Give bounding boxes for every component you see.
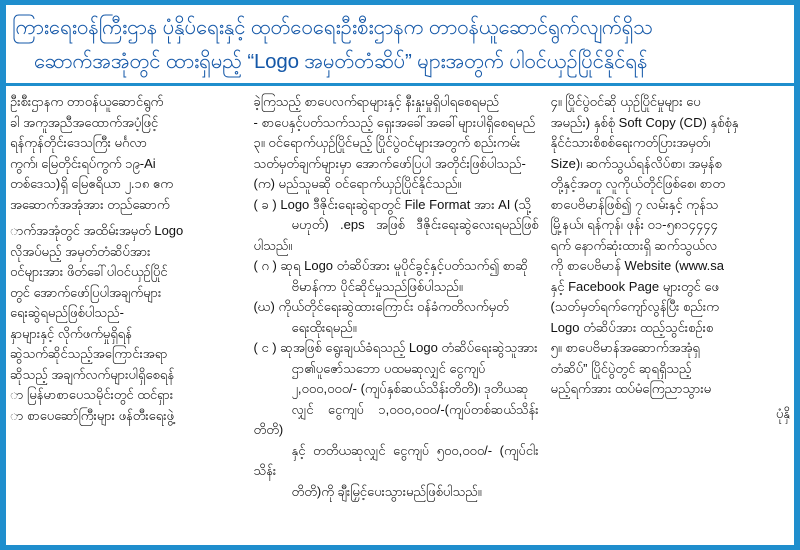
headline-line-2: ဆောက်အအုံတွင် ထားရှိမည့် “Logo အမှတ်တံဆိပ်” များအတွက် ပါဝင်ယှဉ်ပြိုင်နိုင်ရန်	[34, 50, 648, 73]
paragraph: သတ်မှတ်ချက်များမှာ အောက်ဖော်ပြပါ အတိုင်းဖြစ်ပါသည်-	[253, 155, 526, 171]
list-item-gha-cont: ရေးထိုးရမည်။	[291, 319, 357, 335]
list-item-kha: ( ခ ) Logo ဒီဇိုင်းရေးဆွဲရာတွင် File Format အား AI (သို့	[253, 196, 531, 212]
paragraph: နိုင်ငံသားစိစစ်ရေးကတ်ပြားအမှတ်၊	[550, 135, 711, 150]
signature-line: ပုံနှိ	[775, 405, 790, 421]
paragraph: ဦးစီးဌာနက တာဝန်ယူဆောင်ရွက်	[10, 94, 164, 109]
list-item-nga-cont2: ၂,၀၀၀,၀၀၀/- (ကျပ်နှစ်ဆယ်သိန်းတိတိ)၊ ဒုတိယဆု	[291, 381, 529, 396]
paragraph: ဝင်များအား ဖိတ်ခေါ်ပါဝင်ယှဉ်ပြိုင်	[10, 264, 168, 279]
paragraph: လိုအပ်မည့် အမှတ်တံဆိပ်အား	[10, 243, 151, 259]
paragraph: တစ်ဒေသ)ရှိ မြေဧရိယာ ၂.၁၈ ဧက	[10, 176, 173, 191]
paragraph: ၅။ စာပေဗိမာန်အဆောက်အအုံရှ	[550, 340, 700, 355]
list-item-gha: (ဃ) ကိုယ်တိုင်ရေးဆွဲထားကြောင်း ဝန်ခံကတိလက်မှတ်	[253, 299, 509, 314]
list-item-ka: (က) မည်သူမဆို ဝင်ရောက်ယှဉ်ပြိုင်နိုင်သည်။	[253, 176, 462, 191]
list-item-nga-cont5: တိတိ)ကို ချီးမြှင့်ပေးသွားမည်ဖြစ်ပါသည်။	[291, 483, 482, 499]
paragraph: ခဲ့ကြသည့် စာပေလက်ရာများနှင့် နီးနှုးမှုရှိပါရစေရမည်	[253, 94, 499, 109]
website-line: ကို စာပေဗိမာန် Website (www.sa	[550, 258, 724, 273]
paragraph: ၄။ ပြိုင်ပွဲဝင်ဆို ယှဉ်ပြိုင်မှုများ ပေ	[550, 94, 701, 109]
paragraph: တွင် အောက်ဖော်ပြပါအချက်များ	[10, 284, 162, 300]
paragraph: အဆောက်အအုံအား တည်ဆောက်	[10, 196, 170, 212]
paragraph: ရေးဆွဲရမည်ဖြစ်ပါသည်-	[10, 305, 124, 320]
paragraph: ရန်ကုန်တိုင်းဒေသကြီး မင်္ဂလာ	[10, 135, 147, 150]
paragraph: ၃။ ဝင်ရောက်ယှဉ်ပြိုင်မည့် ပြိုင်ပွဲဝင်များအတွက် စည်းကမ်း	[253, 135, 521, 150]
paragraph: Size)၊ ဆက်သွယ်ရန်လိပ်စာ၊ အမှန်စ	[550, 155, 722, 171]
column-center	[248, 92, 545, 516]
list-item-kha-cont: မဟုတ်) .eps အဖြစ် ဒီဇိုင်းရေးဆွဲလေးရမည်ဖြစ်ပါသည်။	[253, 217, 539, 253]
list-item-ga-cont: ဗိမာန်ကာ ပိုင်ဆိုင်မှုသည်ဖြစ်ပါသည်။	[291, 278, 463, 294]
paragraph: စာပေဗိမာန်ဖြစ်၍ ၇ လမ်းနှင့် ကုန်သ	[550, 196, 719, 212]
paragraph: ာက်အအုံတွင် အထိမ်းအမှတ် Logo	[10, 223, 184, 238]
paragraph: ာ စာပေဆော်ကြီးများ ဖန်တီးရေးဖွဲ့	[10, 407, 174, 423]
paragraph: တံဆိပ်” ပြိုင်ပွဲတွင် ဆုရရှိသည့်	[550, 360, 692, 376]
paragraph: ရက် နောက်ဆုံးထားရှိ ဆက်သွယ်လ	[550, 237, 718, 253]
paragraph: နှာများနှင့် လိုက်ဖက်မှုရှိရန်	[10, 325, 132, 341]
paragraph: ဆွဲသက်ဆိုင်သည့်အကြောင်းအရာ	[10, 346, 168, 361]
body-columns	[6, 86, 794, 516]
paragraph: - စာပေနှင့်ပတ်သက်သည့် ရှေးအခေါ်အခေါ်များပါရှိစေရမည်	[253, 114, 536, 130]
paragraph: အမည်း) နှစ်စုံ Soft Copy (CD) နှစ်စုံနှ	[550, 114, 739, 130]
paragraph: ခါ အကူအညီအထောက်အပံ့ဖြင့်	[10, 114, 159, 130]
list-item-nga-cont: ဌာ၏ပူဇော်သဘော ပထမဆုလျှင် ငွေကျပ်	[291, 360, 486, 376]
facebook-line: နှင့် Facebook Page များတွင် ဖေ	[550, 278, 719, 294]
paragraph: (သတ်မှတ်ရက်ကျော်လွန်ပြီး စည်းက	[550, 299, 719, 314]
paragraph: ဆိုသည့် အချက်လက်များပါရှိစေရန်	[10, 366, 175, 382]
headline-line-1: ကြားရေးဝန်ကြီးဌာန ပုံနှိပ်ရေးနှင့် ထုတ်ဝေရေးဦးစီးဌာနက တာဝန်ယူဆောင်ရွက်လျက်ရှိသ	[12, 16, 653, 39]
column-right	[545, 92, 790, 516]
list-item-nga: ( င ) ဆုအဖြစ် ရွေးချယ်ခံရသည့် Logo တံဆိပ်ရေးဆွဲသူအား	[253, 340, 538, 355]
paragraph: ကွက်၊ မြေတိုင်းရပ်ကွက် ၁၉-Ai	[10, 155, 156, 171]
column-left	[10, 92, 248, 516]
paragraph: ာ မြန်မာစာပေသမိုင်းတွင် ထင်ရှား	[10, 387, 174, 402]
list-item-ga: ( ဂ ) ဆုရ Logo တံဆိပ်အား မူပိုင်ခွင့်နှင့်ပတ်သက်၍ စာဆို	[253, 258, 528, 273]
list-item-nga-cont4: နှင့် တတိယဆုလျှင် ငွေကျပ် ၅၀၀,၀၀၀/- (ကျပ်ငါးသိန်း	[253, 442, 539, 478]
paragraph: မြို့နယ်၊ ရန်ကုန်၊ ဖုန်း ၀၁-၅၈၁၄၄၄၄	[550, 217, 718, 232]
paragraph: တို့နှင့်အတူ လူကိုယ်တိုင်ဖြစ်စေ၊ စာတ	[550, 176, 725, 191]
paragraph: Logo တံဆိပ်အား ထည့်သွင်းစဉ်းစ	[550, 319, 714, 335]
paragraph: မည့်ရက်အား ထပ်မံကြေညာသွားမ	[550, 381, 712, 396]
headline-block	[6, 5, 794, 86]
announcement-inner	[6, 5, 794, 545]
list-item-nga-cont3: လျှင် ငွေကျပ် ၁,၀၀၀,၀၀၀/-(ကျပ်တစ်ဆယ်သိန်းတိတိ)	[253, 401, 539, 437]
